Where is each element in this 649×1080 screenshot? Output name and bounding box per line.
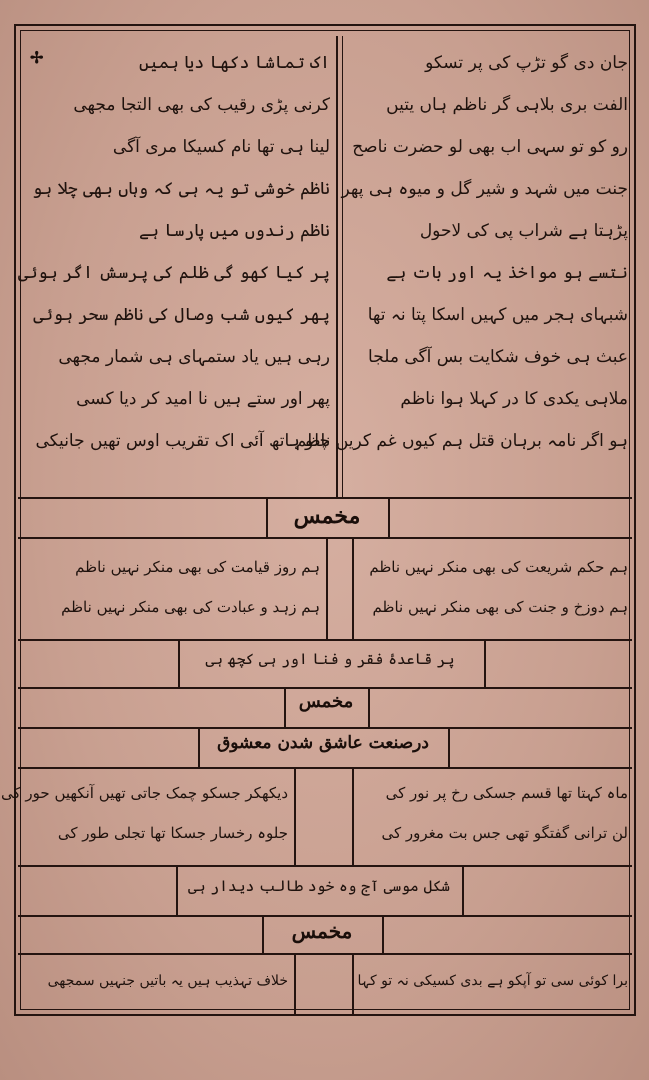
- mukhammas-3-right: [356, 961, 628, 1001]
- mukhammas-2-left: [1, 773, 288, 853]
- section-rule: [18, 497, 632, 499]
- mukhammas-heading: مخمس: [291, 919, 353, 943]
- mukhammas-3-left: [24, 961, 288, 1001]
- right-column-poem: [295, 42, 628, 462]
- verse-line: لینا ہی تھا نام کسیکا مری آگی: [112, 137, 330, 157]
- verse-line: ماہ کہتا تھا قسم جسکی رخ پر نور کی: [385, 784, 628, 802]
- verse-line: شبہای ہجر میں کہیں اسکا پتا نہ تھا: [367, 305, 628, 325]
- verse-line: جان دی گو تڑپ کی پر تسکو: [425, 53, 628, 73]
- verse-line: کرنی پڑی رقیب کی بھی التجا مجھی: [73, 95, 330, 115]
- mukhammas-1-left: [24, 547, 320, 627]
- verse-line: پڑہتا ہے شراب پی کی لاحول: [419, 221, 628, 241]
- verse-line: اک تماشا دکھا دیا ہمیں: [139, 53, 330, 73]
- verse-line: پھر اور ستے ہیں نا امید کر دیا کسی: [76, 389, 330, 409]
- mukhammas-2-right: [356, 773, 628, 853]
- left-column-poem: [17, 42, 330, 462]
- verse-line: خلاف تہذیب ہیں یہ باتیں جنہیں سمجھی: [47, 973, 288, 989]
- verse-line: دیکھکر جسکو چمک جاتی تھیں آنکھیں حور کی: [1, 784, 288, 802]
- verse-line: عبث ہی خوف شکایت بس آگی ملجا: [368, 347, 628, 367]
- verse-line: ہو اگر نامہ برہان قتل ہم کیوں غم کریں ناظم: [295, 431, 628, 451]
- verse-line: رو کو تو سہی اب بھی لو حضرت ناصح: [352, 137, 628, 157]
- mukhammas-1-closing: پر قاعدۂ فقر و فنا اور ہی کچھ ہی: [205, 650, 455, 668]
- verse-line: پر کیا کھو گی ظلم کی پرسش اگر ہوئی: [17, 263, 330, 283]
- verse-line: الفت بری بلاہی گر ناظم ہاں یتیں: [386, 95, 628, 115]
- verse-line: ناظم خوشی تو یہ ہی کہ وہاں بھی چلا ہو: [32, 179, 330, 199]
- verse-line: نتسے ہو مواخذ یہ اور بات ہے: [386, 263, 628, 283]
- verse-line: ہم زہد و عبادت کی بھی منکر نہیں ناظم: [61, 598, 320, 616]
- mukhammas-2-closing: شکل موسی آج وہ خود طالب دیدار ہی: [188, 877, 450, 895]
- mukhammas-heading: مخمس: [293, 503, 361, 529]
- mukhammas-heading: مخمس: [298, 691, 354, 712]
- verse-line: جلوہ رخسار جسکا تھا تجلی طور کی: [57, 824, 288, 842]
- verse-line: رہی ہیں یاد ستمہای ہی شمار مجھی: [58, 347, 330, 367]
- verse-line: ناظم رندوں میں پارسا ہے: [139, 221, 330, 241]
- verse-line: پھر کیوں شب وصال کی ناظم سحر ہوئی: [33, 305, 330, 325]
- verse-line: ہم حکم شریعت کی بھی منکر نہیں ناظم: [369, 558, 628, 576]
- mukhammas-1-right: [356, 547, 628, 627]
- verse-line: ہم روز قیامت کی بھی منکر نہیں ناظم: [75, 558, 320, 576]
- verse-line: چلو ہاتھ آئی اک تقریب اوس تھیں جانیکی: [35, 431, 330, 451]
- verse-line: برا کوئی سی تو آپکو ہے بدی کسیکی نہ تو کہا: [357, 973, 628, 989]
- section-title: درصنعت عاشق شدن معشوق: [217, 733, 429, 753]
- verse-line: ملاہی یکدی کا در کہلا ہوا ناظم: [400, 389, 628, 409]
- verse-line: جنت میں شہد و شیر گل و میوہ ہی پھر: [341, 179, 628, 199]
- ornament-mark: ✢: [30, 48, 44, 67]
- verse-line: لن ترانی گفتگو تھی جس بت مغرور کی: [381, 824, 628, 842]
- verse-line: ہم دوزخ و جنت کی بھی منکر نہیں ناظم: [372, 598, 628, 616]
